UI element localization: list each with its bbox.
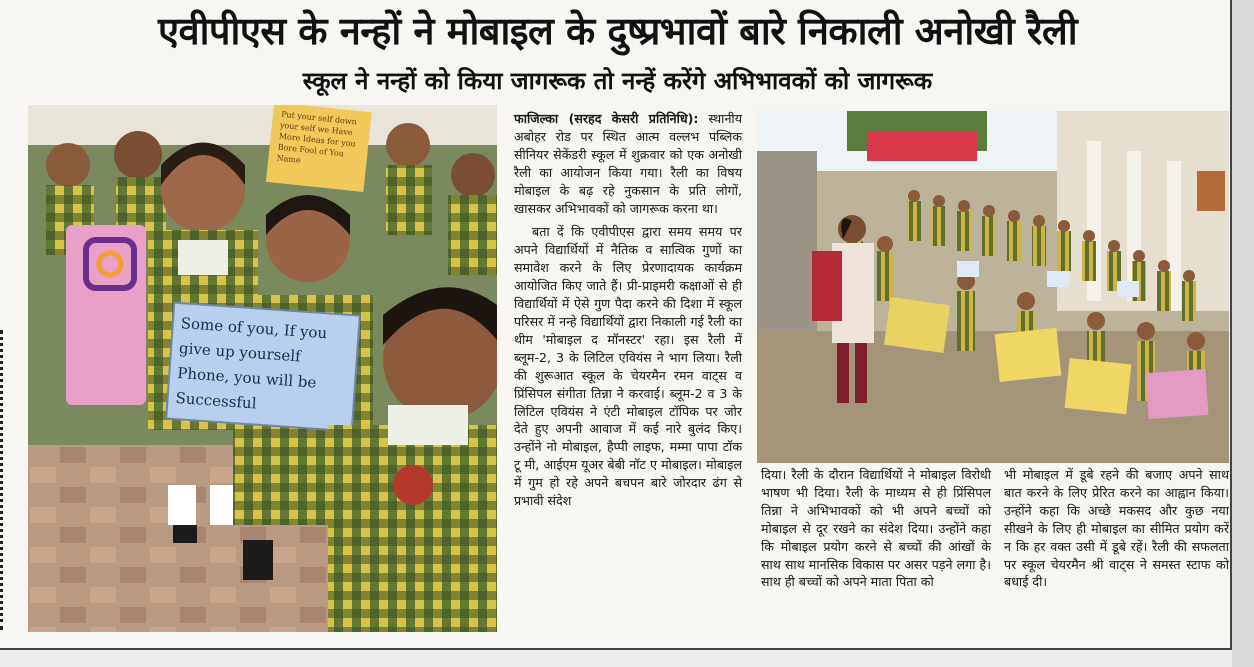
article-column-3 bbox=[1004, 466, 1229, 597]
article-lead-text: स्थानीय अबोहर रोड पर स्थित आत्म वल्लभ पब्लिक सीनियर सेकेंडरी स्कूल में शुक्रवार को एक अनोखी रैली का आयोजन किया गया। रैली का विषय मोबाइल के बढ़ रहे नुकसान के प्रति लोगों, खासकर अभिभावकों को जागरूक करना था। bbox=[514, 111, 742, 216]
article-column-1 bbox=[514, 110, 742, 516]
bottom-margin bbox=[0, 650, 1232, 667]
article-paragraph-1 bbox=[514, 110, 742, 217]
subheadline: स्कूल ने नन्हों को किया जागरूक तो नन्हें करेंगे अभिभावकों को जागरूक bbox=[302, 67, 933, 95]
page-edge-margin bbox=[1232, 0, 1254, 667]
article-column-2 bbox=[761, 466, 991, 597]
article-paragraph-3: दिया। रैली के दौरान विद्यार्थियों ने मोबाइल विरोधी भाषण भी दिया। रैली के माध्यम से ही प्रिंसिपल तिन्ना ने अभिभावकों को भी अपने बच्चों को मोबाइल से दूर रखने का संदेश दिया। उन्होंने कहा कि मोबाइल प्रयोग करने से बच्चों की आंखों के साथ साथ मानसिक विकास पर असर पड़ने लगा है। साथ ही बच्चों को अपने माता पिता को bbox=[761, 467, 991, 590]
yellow-placard-text: Put your self down your self we Have More Ideas for you Bore Fool of You Name bbox=[276, 109, 358, 165]
photo-rally-courtyard bbox=[757, 111, 1229, 463]
blue-placard-text: Some of you, If you give up yourself Phone, you will be Successful bbox=[175, 314, 328, 413]
dateline: फाजिल्का (सरहद केसरी प्रतिनिधि): bbox=[514, 111, 699, 126]
crop-mark bbox=[0, 330, 7, 630]
pink-instagram-placard bbox=[66, 225, 146, 405]
article-paragraph-2: बता दें कि एवीपीएस द्वारा समय समय पर अपने विद्यार्थियों में नैतिक व सात्विक गुणों का समावेश करने के लिए प्रेरणादायक कार्यक्रम आयोजित किए जाते हैं। प्री-प्राइमरी कक्षाओं से ही विद्यार्थियों में ऐसे गुण पैदा करने की दिशा में स्कूल परिसर में नन्हे विद्यार्थियों द्वारा निकाली गई रैली का थीम 'मोबाइल द मॉनस्टर' रहा। इस रैली में ब्लूम-2, 3 के लिटिल एवियंस ने भाग लिया। रैली की शुरूआत स्कूल के चेयरमैन रमन वाट्स व प्रिंसिपल संगीता तिन्ना ने करवाई। ब्लूम-2 व 3 के लिटिल एवियंस ने एंटी मोबाइल टॉपिक पर जोर देते हुए अपनी आवाज में कई नारे बुलंद किए। उन्होंने नो मोबाइल, हैप्पी लाइफ, मम्मा पापा टॉक टू मी, आईएम यूअर बेबी नॉट ए मोबाइल। मोबाइल में गुम हो रहे अपने बचपन बारे जोरदार ढंग से प्रभावी संदेश bbox=[514, 224, 742, 509]
article-paragraph-4: भी मोबाइल में डूबे रहने की बजाए अपने साथ बात करने के लिए प्रेरित करने का आह्वान किया। उन्होंने कहा कि अच्छे मकसद और कुछ नया सीखने के लिए ही मोबाइल का सीमित प्रयोग करें न कि हर वक्त उसी में डूबे रहें। रैली की सफलता पर स्कूल चेयरमैन श्री वाट्स ने समस्त स्टाफ को बधाई दी। bbox=[1004, 467, 1229, 590]
headline: एवीपीएस के नन्हों ने मोबाइल के दुष्प्रभावों बारे निकाली अनोखी रैली bbox=[157, 9, 1078, 53]
rally-illustration bbox=[757, 111, 1229, 463]
photo-children-with-placards bbox=[28, 105, 497, 632]
